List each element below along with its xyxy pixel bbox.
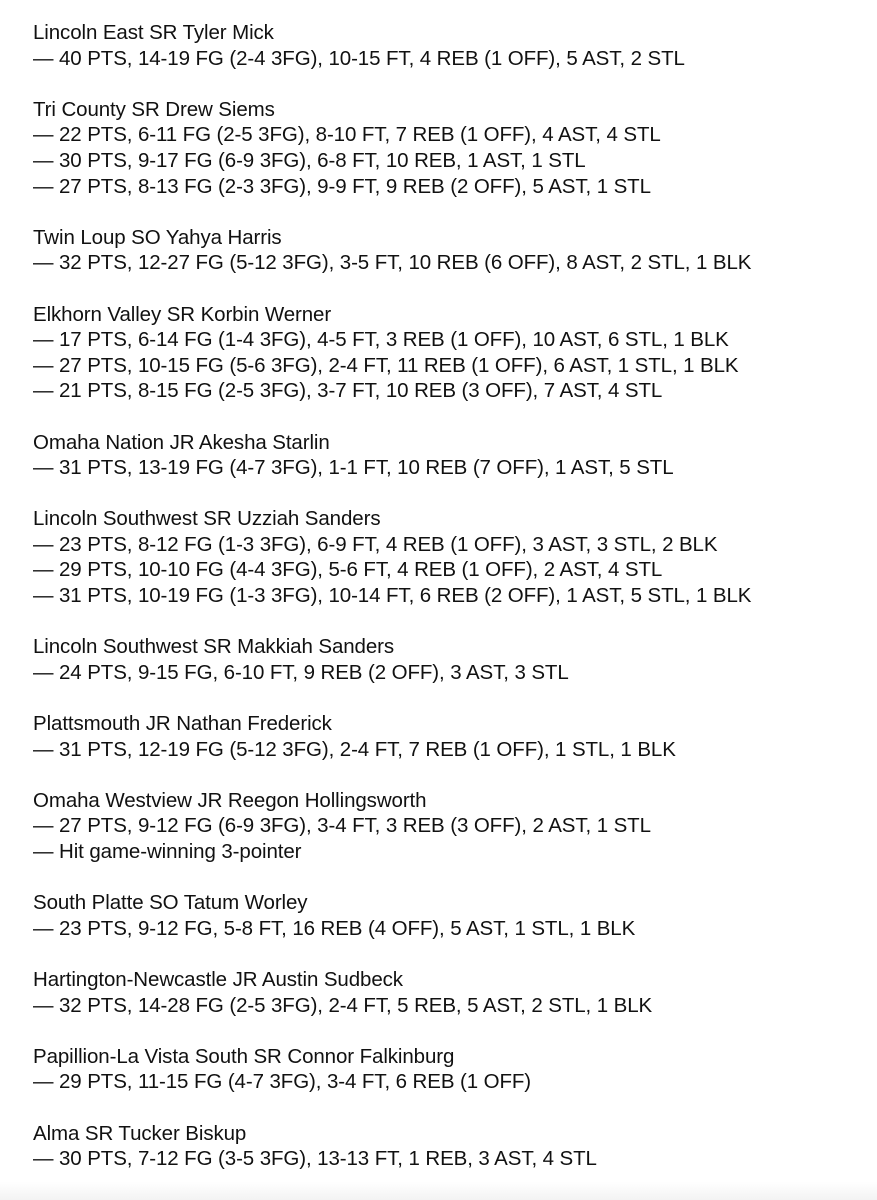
stat-line: — 21 PTS, 8-15 FG (2-5 3FG), 3-7 FT, 10 REB (3 OFF), 7 AST, 4 STL (33, 379, 663, 403)
player-entry (33, 1044, 868, 1095)
player-entry (33, 967, 868, 1018)
stat-line: — 23 PTS, 9-12 FG, 5-8 FT, 16 REB (4 OFF), 5 AST, 1 STL, 1 BLK (33, 916, 636, 940)
stat-line: — 17 PTS, 6-14 FG (1-4 3FG), 4-5 FT, 3 REB (1 OFF), 10 AST, 6 STL, 1 BLK (33, 328, 729, 352)
stat-line: — 27 PTS, 10-15 FG (5-6 3FG), 2-4 FT, 11 REB (1 OFF), 6 AST, 1 STL, 1 BLK (33, 353, 739, 377)
player-name: Alma SR Tucker Biskup (33, 1121, 247, 1145)
stat-line: — 23 PTS, 8-12 FG (1-3 3FG), 6-9 FT, 4 REB (1 OFF), 3 AST, 3 STL, 2 BLK (33, 532, 718, 556)
stat-list (33, 20, 868, 1197)
player-name: Lincoln Southwest SR Makkiah Sanders (33, 635, 395, 659)
player-entry (33, 788, 868, 865)
player-entry (33, 225, 868, 276)
stat-line: — 31 PTS, 13-19 FG (4-7 3FG), 1-1 FT, 10 REB (7 OFF), 1 AST, 5 STL (33, 456, 674, 480)
bottom-fade (0, 1182, 877, 1200)
stat-line: — 24 PTS, 9-15 FG, 6-10 FT, 9 REB (2 OFF), 3 AST, 3 STL (33, 660, 569, 684)
player-name: Twin Loup SO Yahya Harris (33, 225, 282, 249)
stat-line: — 32 PTS, 14-28 FG (2-5 3FG), 2-4 FT, 5 REB, 5 AST, 2 STL, 1 BLK (33, 993, 653, 1017)
player-entry (33, 302, 868, 404)
stat-line: — 31 PTS, 10-19 FG (1-3 3FG), 10-14 FT, 6 REB (2 OFF), 1 AST, 5 STL, 1 BLK (33, 584, 752, 608)
stat-line: — 32 PTS, 12-27 FG (5-12 3FG), 3-5 FT, 10 REB (6 OFF), 8 AST, 2 STL, 1 BLK (33, 251, 752, 275)
player-name: Omaha Westview JR Reegon Hollingsworth (33, 788, 427, 812)
player-name: Plattsmouth JR Nathan Frederick (33, 712, 332, 736)
stat-line: — 31 PTS, 12-19 FG (5-12 3FG), 2-4 FT, 7 REB (1 OFF), 1 STL, 1 BLK (33, 737, 676, 761)
stat-line: — 29 PTS, 10-10 FG (4-4 3FG), 5-6 FT, 4 REB (1 OFF), 2 AST, 4 STL (33, 558, 663, 582)
stat-line: — 40 PTS, 14-19 FG (2-4 3FG), 10-15 FT, 4 REB (1 OFF), 5 AST, 2 STL (33, 46, 685, 70)
stat-line: — 29 PTS, 11-15 FG (4-7 3FG), 3-4 FT, 6 REB (1 OFF) (33, 1070, 532, 1094)
player-name: South Platte SO Tatum Worley (33, 891, 308, 915)
stat-line: — 27 PTS, 9-12 FG (6-9 3FG), 3-4 FT, 3 REB (3 OFF), 2 AST, 1 STL (33, 814, 651, 838)
player-name: Lincoln East SR Tyler Mick (33, 21, 274, 44)
player-name: Tri County SR Drew Siems (33, 97, 275, 121)
player-name: Lincoln Southwest SR Uzziah Sanders (33, 507, 381, 531)
player-entry (33, 890, 868, 941)
player-entry (33, 430, 868, 481)
player-name: Papillion-La Vista South SR Connor Falkinburg (33, 1044, 455, 1068)
player-name: Elkhorn Valley SR Korbin Werner (33, 302, 332, 326)
stat-line: — 30 PTS, 9-17 FG (6-9 3FG), 6-8 FT, 10 REB, 1 AST, 1 STL (33, 148, 586, 172)
player-name: Hartington-Newcastle JR Austin Sudbeck (33, 967, 403, 991)
player-entry (33, 20, 868, 71)
player-entry (33, 1121, 868, 1172)
stat-line: — 30 PTS, 7-12 FG (3-5 3FG), 13-13 FT, 1 REB, 3 AST, 4 STL (33, 1147, 597, 1171)
stat-line: — 22 PTS, 6-11 FG (2-5 3FG), 8-10 FT, 7 REB (1 OFF), 4 AST, 4 STL (33, 123, 661, 147)
player-entry (33, 711, 868, 762)
stat-line: — 27 PTS, 8-13 FG (2-3 3FG), 9-9 FT, 9 REB (2 OFF), 5 AST, 1 STL (33, 174, 651, 198)
player-entry (33, 506, 868, 608)
player-name: Omaha Nation JR Akesha Starlin (33, 430, 330, 454)
player-entry (33, 97, 868, 199)
player-entry (33, 634, 868, 685)
note-line: — Hit game-winning 3-pointer (33, 840, 302, 863)
